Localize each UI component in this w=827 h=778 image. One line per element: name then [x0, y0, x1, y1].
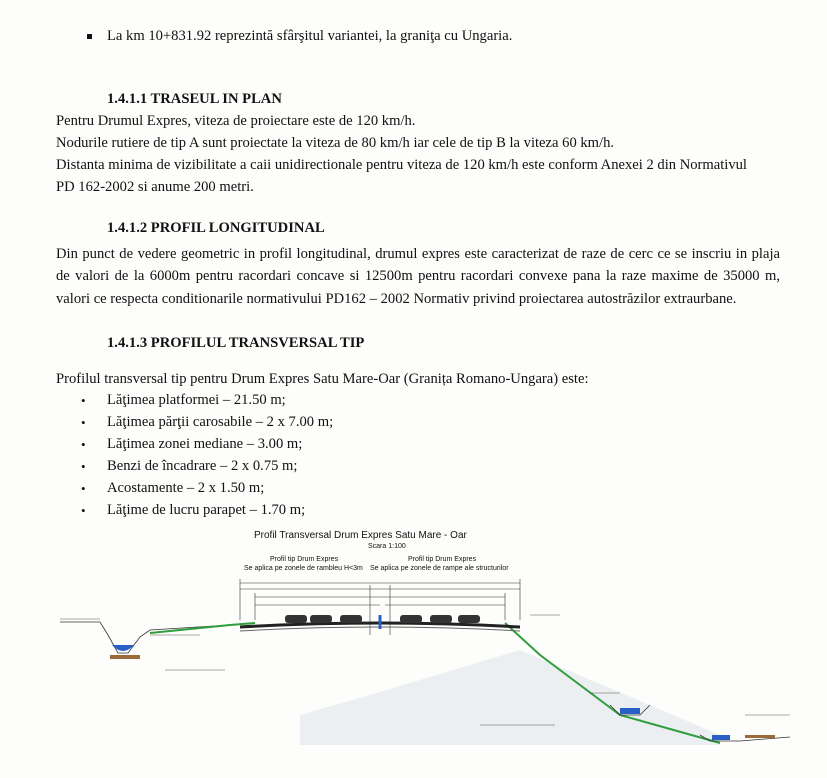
left-profile-caption-note: Se aplica pe zonele de rambleu H<3m	[244, 565, 363, 572]
list-item: Lăţime de lucru parapet – 1.70 m;	[107, 502, 306, 518]
figure-scale: Scara 1:100	[368, 543, 406, 550]
cross-section-drawing	[0, 575, 827, 778]
paragraph-line: Pentru Drumul Expres, viteza de proiectare este de 120 km/h.	[56, 113, 416, 129]
profil-longitudinal-paragraph: Din punct de vedere geometric in profil longitudinal, drumul expres este caracterizat de raze de cerc ce se inscriu in plaja de valori de la 6000m pentru racordari concave si 12500m pentru racordari convexe pana la raze maxime de 35000 m, valori ce respecta conditionarile normativului PD162 – 2002 Normativ privind proiectarea autostrăzilor extraurbane.	[56, 246, 780, 307]
far-right-brown-layer	[745, 735, 775, 738]
bullet-icon: •	[81, 393, 86, 408]
embankment-left	[150, 623, 255, 633]
section-heading-profilul-transversal-tip: 1.4.1.3 PROFILUL TRANSVERSAL TIP	[107, 335, 365, 351]
bullet-icon: •	[81, 415, 86, 430]
section-heading-profil-longitudinal: 1.4.1.2 PROFIL LONGITUDINAL	[107, 220, 325, 236]
left-ditch-water	[112, 645, 134, 651]
square-bullet-icon	[87, 34, 92, 39]
intro-bullet-text: La km 10+831.92 reprezintă sfârşitul variantei, la graniţa cu Ungaria.	[107, 28, 513, 44]
list-item: Acostamente – 2 x 1.50 m;	[107, 480, 265, 496]
soil-fill	[300, 650, 720, 745]
list-item: Lăţimea părţii carosabile – 2 x 7.00 m;	[107, 414, 334, 430]
list-item: Benzi de încadrare – 2 x 0.75 m;	[107, 458, 298, 474]
left-profile-caption-title: Profil tip Drum Expres	[270, 556, 339, 563]
profil-transversal-intro: Profilul transversal tip pentru Drum Expres Satu Mare-Oar (Granița Romano-Ungara) este:	[56, 371, 589, 387]
list-item: Lăţimea platformei – 21.50 m;	[107, 392, 286, 408]
bullet-icon: •	[81, 459, 86, 474]
section-heading-traseul-in-plan: 1.4.1.1 TRASEUL IN PLAN	[107, 91, 282, 107]
paragraph-line: Distanta minima de vizibilitate a caii unidirectionale pentru viteza de 120 km/h este conform Anexei 2 din Normativul	[56, 157, 747, 173]
right-profile-caption-title: Profil tip Drum Expres	[408, 556, 477, 563]
bullet-icon: •	[81, 503, 86, 518]
paragraph-line: PD 162-2002 si anume 200 metri.	[56, 179, 254, 195]
right-profile-caption-note: Se aplica pe zonele de rampe ale structurilor	[370, 565, 509, 572]
bullet-icon: •	[81, 437, 86, 452]
paragraph-line: Nodurile rutiere de tip A sunt proiectate la viteza de 80 km/h iar cele de tip B la viteza 60 km/h.	[56, 135, 615, 151]
bullet-icon: •	[81, 481, 86, 496]
list-item: Lăţimea zonei mediane – 3.00 m;	[107, 436, 303, 452]
figure-title: Profil Transversal Drum Expres Satu Mare - Oar	[254, 530, 467, 541]
right-ditch-water	[620, 708, 640, 714]
far-right-water	[712, 735, 730, 740]
left-brown-layer	[110, 655, 140, 659]
